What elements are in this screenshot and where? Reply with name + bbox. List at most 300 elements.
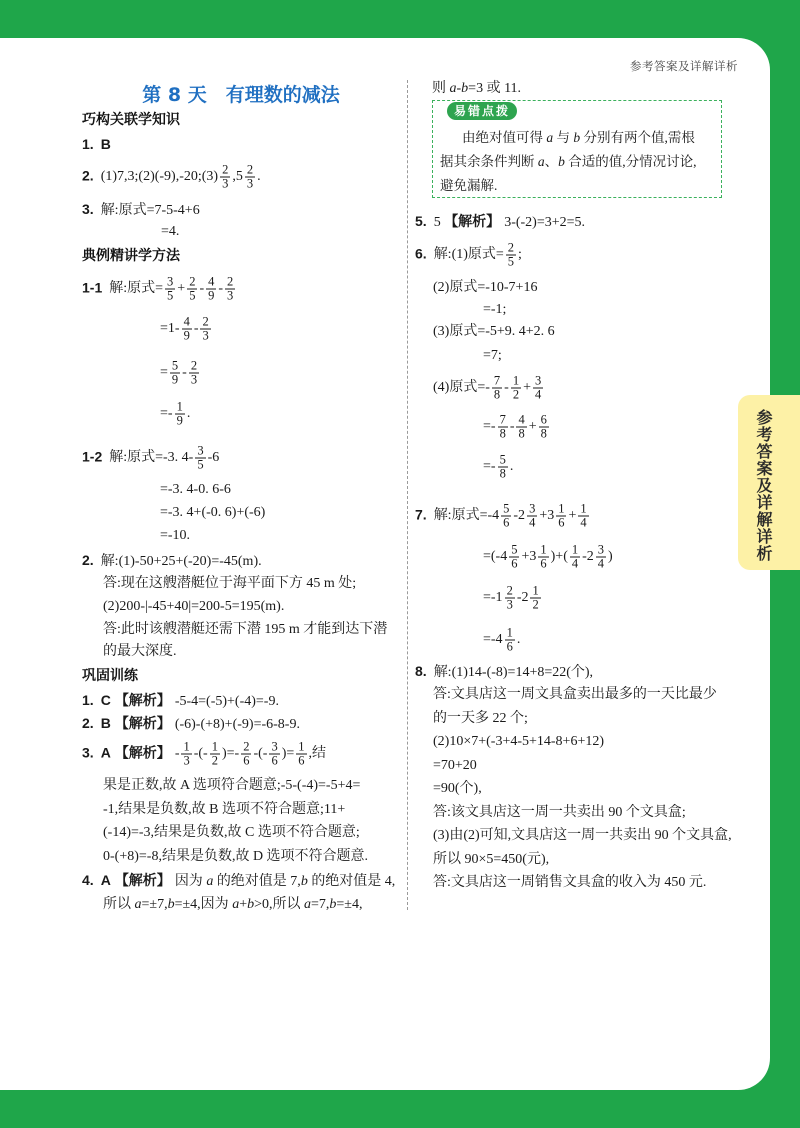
- tip-box-label: 易错点拨: [447, 102, 517, 120]
- fraction-denominator: 6: [558, 515, 565, 530]
- fraction-denominator: 4: [597, 556, 605, 571]
- column-divider: [407, 80, 408, 910]
- text-run: ,结: [308, 746, 327, 762]
- text-run: =-: [483, 459, 496, 475]
- answer-line: [483, 585, 543, 612]
- text-run: =7,: [311, 897, 330, 912]
- fraction-numerator: 2: [246, 162, 254, 177]
- answer-line: [433, 780, 482, 798]
- fraction-numerator: 2: [243, 739, 250, 754]
- answer-line: [82, 871, 395, 891]
- fraction-numerator: 3: [167, 274, 174, 289]
- fraction-numerator: 1: [183, 739, 190, 754]
- text-run: 解:原式=: [109, 281, 164, 297]
- fraction-numerator: 1: [298, 739, 305, 754]
- fraction-denominator: 4: [534, 387, 542, 402]
- answer-line: [415, 242, 522, 269]
- text-run: 的绝对值是 7,: [213, 874, 301, 889]
- math-variable: b: [461, 81, 469, 96]
- text-run: -: [456, 81, 462, 96]
- fraction-numerator: 3: [197, 443, 204, 458]
- fraction-numerator: 3: [597, 542, 605, 557]
- item-number-label: 4.: [82, 872, 94, 888]
- fraction-denominator: 3: [202, 328, 209, 343]
- answer-line: [483, 627, 520, 654]
- text-run: .: [516, 632, 521, 648]
- fraction: [516, 414, 526, 441]
- fraction-denominator: 6: [298, 753, 305, 768]
- fraction-numerator: 7: [499, 412, 506, 427]
- bold-label: 【解析】: [114, 744, 171, 761]
- math-variable: a: [304, 897, 311, 912]
- fraction-denominator: 9: [171, 372, 179, 387]
- text-run: .: [509, 459, 514, 475]
- text-run: =-3. 4-0. 6-6: [160, 482, 231, 497]
- fraction-denominator: 3: [190, 372, 198, 387]
- section-heading: 巩固训练: [82, 668, 138, 684]
- fraction-numerator: 4: [208, 274, 215, 289]
- answer-line: [440, 153, 697, 171]
- text-run: 合适的值,分情况讨论,: [564, 154, 697, 169]
- fraction: [506, 242, 516, 269]
- text-run: +3: [521, 549, 537, 565]
- text-run: +: [523, 380, 531, 396]
- text-run: (3)原式=-5+9. 4+2. 6: [433, 324, 555, 339]
- fraction-numerator: 4: [518, 412, 525, 427]
- item-number-label: 5.: [415, 213, 427, 229]
- answer-line: [82, 445, 219, 472]
- text-run: -(-: [193, 746, 208, 762]
- text-run: ;: [518, 247, 522, 263]
- fraction-denominator: 6: [511, 556, 518, 571]
- answer-line: [82, 551, 262, 571]
- fraction: [538, 544, 548, 571]
- fraction-denominator: 3: [183, 753, 190, 768]
- fraction: [182, 316, 192, 343]
- fraction-numerator: 2: [222, 162, 229, 177]
- fraction-denominator: 5: [189, 288, 196, 303]
- fraction: [492, 375, 502, 402]
- text-run: +: [568, 508, 577, 524]
- fraction: [556, 503, 566, 530]
- answer-line: [160, 401, 190, 428]
- fraction-denominator: 2: [532, 597, 539, 612]
- math-variable: b: [558, 154, 565, 169]
- text-run: =-1;: [483, 302, 507, 317]
- fraction: [206, 276, 216, 303]
- fraction: [210, 741, 220, 768]
- answer-line: [433, 851, 549, 869]
- text-run: 据其余条件判断: [440, 154, 538, 169]
- answer-line: [483, 414, 551, 441]
- fraction: [175, 401, 185, 428]
- fraction-denominator: 5: [167, 288, 174, 303]
- text-run: -6: [207, 450, 220, 466]
- answer-line: [160, 360, 201, 387]
- bold-label: 【解析】: [114, 872, 171, 888]
- answer-line: [160, 481, 231, 499]
- answer-line: [103, 643, 177, 661]
- text-run: +: [528, 419, 537, 435]
- text-run: (4)原式=-: [433, 380, 490, 396]
- fraction-numerator: 1: [558, 501, 565, 516]
- answer-line: [82, 714, 300, 734]
- text-run: =±4,: [336, 897, 363, 912]
- page-title: 第 8 天 有理数的减法: [142, 84, 340, 106]
- text-run: 解:(1)原式=: [433, 247, 504, 263]
- text-run: 3-(-2)=3+2=5.: [504, 215, 586, 230]
- text-run: 答:现在这艘潜艇位于海平面下方 45 m 处;: [103, 576, 357, 591]
- fraction-numerator: 1: [211, 739, 218, 754]
- fraction-numerator: 3: [529, 501, 536, 516]
- fraction-denominator: 4: [571, 556, 579, 571]
- item-number-label: 1-2: [82, 448, 103, 465]
- fraction-numerator: 2: [227, 274, 234, 289]
- answer-line: [415, 503, 591, 530]
- answer-line: [415, 662, 593, 682]
- text-run: 的绝对值是 4,: [307, 874, 396, 889]
- text-run: )=-: [221, 746, 240, 762]
- answer-line: [160, 527, 190, 545]
- fraction-denominator: 6: [503, 515, 510, 530]
- fraction-denominator: 9: [208, 288, 215, 303]
- text-run: =-: [483, 419, 496, 435]
- text-run: +: [177, 281, 186, 297]
- answer-line: [415, 212, 585, 232]
- text-run: 与: [553, 130, 574, 145]
- text-run: (2)10×7+(-3+4-5+14-8+6+12): [433, 734, 605, 749]
- fraction: [511, 375, 521, 402]
- fraction-denominator: 8: [499, 426, 506, 441]
- text-run: =-10.: [160, 528, 191, 543]
- fraction-denominator: 4: [580, 515, 587, 530]
- answer-line: [103, 575, 356, 593]
- item-number-label: 1-1: [82, 279, 103, 296]
- fraction: [241, 741, 251, 768]
- side-tab: [738, 395, 800, 570]
- math-variable: a: [232, 897, 240, 912]
- text-run: 则: [432, 81, 450, 96]
- text-run: 答:该文具店这一周一共卖出 90 个文具盒;: [433, 805, 686, 820]
- item-number-label: 2.: [82, 552, 94, 568]
- math-variable: b: [329, 897, 337, 912]
- text-run: =(-4: [483, 549, 508, 565]
- answer-line: [161, 223, 179, 241]
- answer-line: [433, 323, 555, 341]
- text-run: 避免漏解.: [440, 178, 498, 193]
- answer-line: [160, 504, 265, 522]
- text-run: (3)由(2)可知,文具店这一周一共卖出 90 个文具盒,: [433, 828, 732, 843]
- fraction-numerator: 2: [189, 274, 196, 289]
- fraction: [189, 360, 199, 387]
- text-run: (-6)-(+8)+(-9)=-6-8-9.: [174, 717, 300, 732]
- fraction: [296, 741, 306, 768]
- answer-line: [82, 276, 237, 303]
- fraction-numerator: 1: [580, 501, 587, 516]
- fraction: [570, 544, 580, 571]
- fraction: [596, 544, 606, 571]
- fraction: [225, 276, 235, 303]
- answer-line: [103, 598, 284, 616]
- fraction-numerator: 3: [534, 373, 542, 388]
- text-run: -: [218, 281, 224, 297]
- answer-line: [103, 848, 368, 866]
- error-tip-box: [432, 100, 722, 198]
- text-run: =1-: [160, 321, 180, 337]
- answer-line: [82, 135, 115, 155]
- text-run: =-3. 4+(-0. 6)+(-6): [160, 505, 266, 520]
- fraction-numerator: 1: [506, 625, 513, 640]
- answer-line: [433, 375, 545, 402]
- answer-line: [483, 544, 613, 571]
- fraction: [200, 316, 210, 343]
- text-run: +3: [539, 508, 555, 524]
- math-variable: b: [247, 897, 255, 912]
- text-run: +: [239, 897, 248, 912]
- math-variable: a: [537, 154, 545, 169]
- fraction: [181, 741, 191, 768]
- text-run: 因为: [174, 874, 207, 889]
- answer-line: [433, 710, 528, 728]
- text-run: 解:原式=-4: [433, 508, 500, 524]
- fraction-denominator: 2: [211, 753, 218, 768]
- fraction: [578, 503, 588, 530]
- fraction: [498, 414, 508, 441]
- answer-line: [433, 279, 537, 297]
- fraction-denominator: 8: [499, 466, 506, 481]
- fraction-numerator: 7: [493, 373, 501, 388]
- running-header: 参考答案及详解详析: [630, 59, 738, 73]
- text-run: =7;: [483, 348, 502, 363]
- answer-line: [103, 777, 360, 795]
- answer-line: [82, 200, 200, 220]
- answer-line: [433, 757, 477, 775]
- text-run: =±7,: [141, 897, 168, 912]
- item-number-label: 7.: [415, 506, 427, 523]
- answer-line: [440, 177, 497, 195]
- answer-line: [103, 801, 345, 819]
- text-run: .: [257, 169, 261, 185]
- fraction: [165, 276, 175, 303]
- answer-line: [103, 621, 387, 639]
- text-run: 、: [544, 154, 559, 169]
- text-run: 分别有两个值,需根: [580, 130, 695, 145]
- text-run: -: [199, 281, 205, 297]
- answer-line: [433, 733, 604, 751]
- text-run: 答:文具店这一周文具盒卖出最多的一天比最少: [433, 687, 717, 702]
- fraction: [530, 585, 540, 612]
- fraction: [269, 741, 279, 768]
- text-run: 的一天多 22 个;: [433, 711, 528, 726]
- answer-line: [82, 691, 279, 711]
- item-number-label: 8.: [415, 663, 427, 679]
- text-run: -: [193, 321, 199, 337]
- answer-line: [103, 824, 360, 842]
- fraction-denominator: 6: [506, 639, 513, 654]
- text-run: =-1: [483, 590, 503, 606]
- text-run: =3 或 11.: [468, 81, 522, 96]
- text-run: =-4: [483, 632, 503, 648]
- text-run: -2: [582, 549, 594, 565]
- text-run: 答:此时该艘潜艇还需下潜 195 m 才能到达下潜: [103, 622, 388, 637]
- fraction: [539, 414, 549, 441]
- fraction: [509, 544, 519, 571]
- text-run: -(-: [253, 746, 268, 762]
- math-variable: a: [449, 81, 457, 96]
- item-number-label: 3.: [82, 201, 94, 217]
- bold-label: B: [100, 136, 111, 152]
- answer-line: [433, 686, 717, 704]
- item-number-label: 2.: [82, 167, 94, 184]
- answer-line: [483, 301, 506, 319]
- fraction-numerator: 1: [532, 583, 539, 598]
- fraction: [187, 276, 197, 303]
- text-run: (2)200-|-45+40|=200-5=195(m).: [103, 599, 285, 614]
- fraction-numerator: 5: [499, 452, 506, 467]
- text-run: >0,所以: [254, 897, 304, 912]
- text-run: 由绝对值可得: [462, 130, 547, 145]
- text-run: =4.: [161, 224, 180, 239]
- bold-label: B: [100, 715, 111, 731]
- text-run: .: [186, 406, 191, 422]
- bold-label: A: [100, 744, 111, 761]
- fraction: [505, 585, 515, 612]
- fraction-numerator: 2: [507, 240, 515, 255]
- text-run: -: [182, 365, 187, 381]
- answer-line: [103, 896, 363, 914]
- answer-line: [483, 347, 502, 365]
- text-run: -5-4=(-5)+(-4)=-9.: [174, 694, 279, 709]
- item-number-label: 1.: [82, 136, 94, 152]
- fraction-numerator: 1: [176, 399, 183, 414]
- answer-line: [433, 874, 706, 892]
- fraction: [501, 503, 511, 530]
- text-run: 的最大深度.: [103, 644, 177, 659]
- fraction: [220, 164, 230, 191]
- fraction: [533, 375, 543, 402]
- text-run: 解:(1)-50+25+(-20)=-45(m).: [100, 554, 262, 569]
- text-run: 果是正数,故 A 选项符合题意;-5-(-4)=-5+4=: [103, 778, 361, 793]
- fraction-numerator: 2: [506, 583, 513, 598]
- side-tab-label: 参考答案及详解详析: [754, 409, 773, 562]
- text-run: )=: [281, 746, 295, 762]
- text-run: -1,结果是负数,故 B 选项不符合题意;11+: [103, 802, 346, 817]
- answer-line: [462, 129, 695, 147]
- text-run: ,5: [232, 169, 243, 185]
- answer-line: [82, 164, 261, 191]
- text-run: =-: [160, 406, 173, 422]
- fraction-denominator: 8: [518, 426, 525, 441]
- fraction-denominator: 3: [506, 597, 513, 612]
- text-run: -: [509, 419, 515, 435]
- item-number-label: 3.: [82, 744, 94, 761]
- fraction-denominator: 6: [271, 753, 278, 768]
- fraction: [170, 360, 180, 387]
- text-run: 解:原式=-3. 4-: [109, 450, 194, 466]
- math-variable: b: [300, 874, 308, 889]
- answer-line: [433, 804, 686, 822]
- fraction-numerator: 5: [171, 358, 179, 373]
- text-run: 解:原式=7-5-4+6: [100, 203, 200, 218]
- item-number-label: 2.: [82, 715, 94, 731]
- fraction-denominator: 3: [222, 176, 229, 191]
- bold-label: 【解析】: [114, 692, 171, 708]
- fraction: [245, 164, 255, 191]
- fraction-denominator: 5: [507, 254, 515, 269]
- fraction-denominator: 4: [529, 515, 536, 530]
- fraction-denominator: 2: [512, 387, 520, 402]
- text-run: 所以: [103, 897, 135, 912]
- text-run: ): [608, 549, 613, 565]
- answer-line: [433, 827, 732, 845]
- text-run: 解:(1)14-(-8)=14+8=22(个),: [433, 665, 594, 680]
- fraction-denominator: 9: [176, 413, 183, 428]
- fraction-numerator: 6: [540, 412, 547, 427]
- math-variable: a: [546, 130, 554, 145]
- fraction-numerator: 1: [540, 542, 547, 557]
- fraction-denominator: 6: [540, 556, 547, 571]
- section-heading: 巧构关联学知识: [82, 112, 180, 128]
- answer-line: [82, 741, 326, 768]
- text-run: 答:文具店这一周销售文具盒的收入为 450 元.: [433, 875, 707, 890]
- math-variable: b: [573, 130, 581, 145]
- fraction-numerator: 2: [202, 314, 209, 329]
- fraction-numerator: 1: [571, 542, 579, 557]
- text-run: -: [174, 746, 180, 762]
- fraction-denominator: 3: [246, 176, 254, 191]
- bold-label: 【解析】: [444, 213, 501, 229]
- fraction: [498, 454, 508, 481]
- text-run: =: [160, 365, 168, 381]
- fraction-numerator: 4: [183, 314, 190, 329]
- fraction-numerator: 5: [511, 542, 518, 557]
- fraction-denominator: 6: [243, 753, 250, 768]
- bold-label: C: [100, 692, 111, 708]
- text-run: =±4,因为: [174, 897, 233, 912]
- text-run: 所以 90×5=450(元),: [433, 852, 550, 867]
- answer-line: [432, 80, 521, 98]
- fraction: [195, 445, 205, 472]
- text-run: -: [504, 380, 509, 396]
- math-variable: a: [134, 897, 142, 912]
- text-run: (2)原式=-10-7+16: [433, 280, 538, 295]
- text-run: (-14)=-3,结果是负数,故 C 选项不符合题意;: [103, 825, 360, 840]
- bold-label: 【解析】: [114, 715, 171, 731]
- answer-line: [160, 316, 213, 343]
- fraction: [527, 503, 537, 530]
- text-run: )+(: [550, 549, 568, 565]
- math-variable: a: [206, 874, 214, 889]
- fraction-denominator: 8: [493, 387, 501, 402]
- fraction-denominator: 9: [183, 328, 190, 343]
- answer-line: [483, 454, 513, 481]
- fraction-numerator: 1: [512, 373, 520, 388]
- text-run: -2: [513, 508, 526, 524]
- fraction-denominator: 8: [540, 426, 547, 441]
- fraction: [505, 627, 515, 654]
- text-run: 0-(+8)=-8,结果是负数,故 D 选项不符合题意.: [103, 849, 369, 864]
- fraction-numerator: 2: [190, 358, 198, 373]
- fraction-numerator: 5: [503, 501, 510, 516]
- text-run: -2: [516, 590, 529, 606]
- fraction-numerator: 3: [271, 739, 278, 754]
- text-run: =70+20: [433, 758, 477, 773]
- section-heading: 典例精讲学方法: [82, 248, 180, 264]
- fraction-denominator: 3: [227, 288, 234, 303]
- fraction-denominator: 5: [197, 457, 204, 472]
- math-variable: b: [167, 897, 175, 912]
- text-run: 5: [433, 215, 445, 230]
